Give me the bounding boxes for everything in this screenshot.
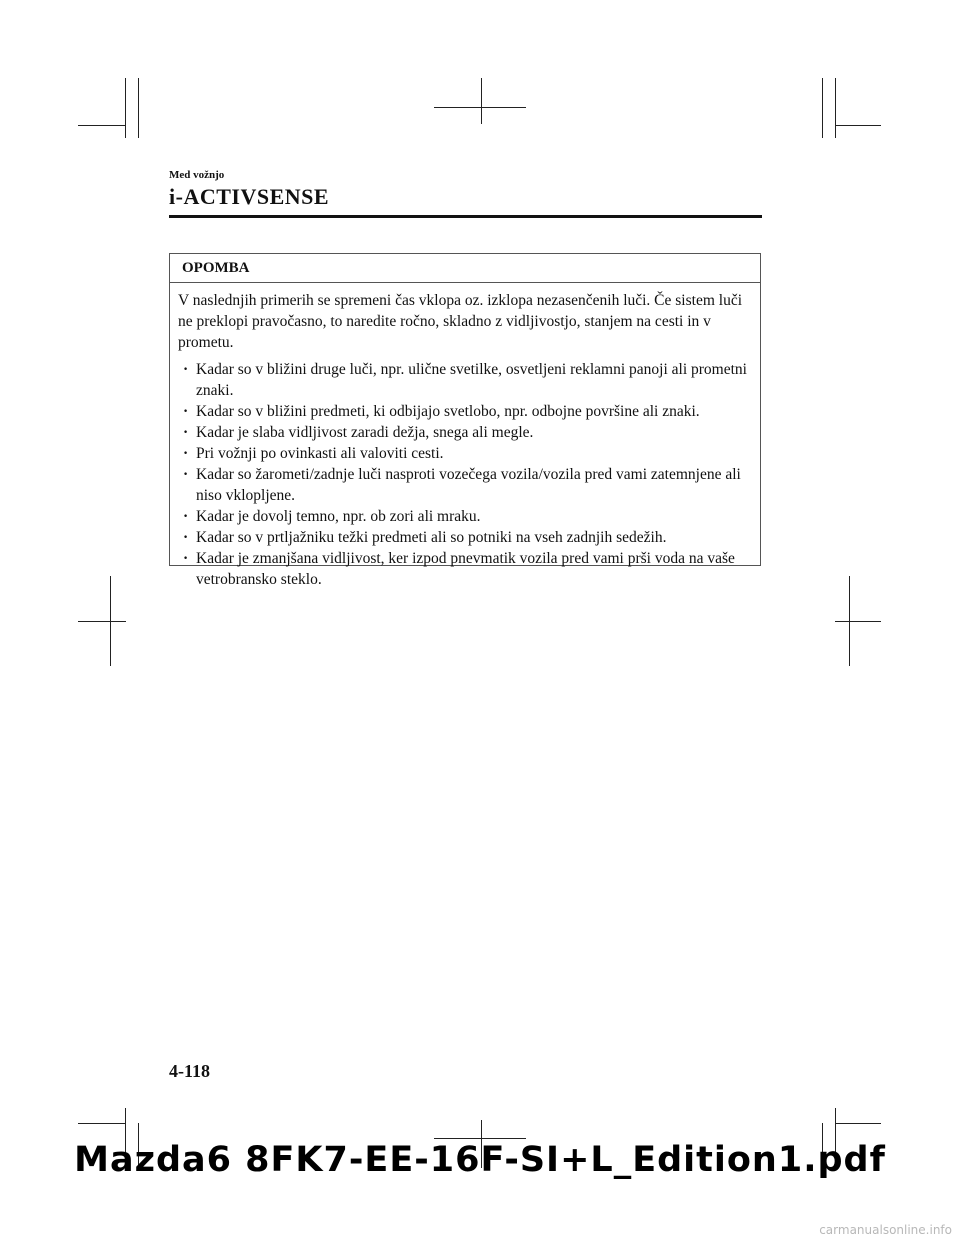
page-title: i-ACTIVSENSE bbox=[169, 184, 330, 209]
note-intro: V naslednjih primerih se spremeni čas vklopa oz. izklopa nezasenčenih luči. Če sistem luči ne preklopi pravočasno, to naredite ročno, skladno z vidljivostjo, stanjem na cesti in v prometu. bbox=[178, 292, 743, 351]
list-item: · Kadar je slaba vidljivost zaradi dežja, snega ali megle. bbox=[183, 422, 752, 443]
section-label: Med vožnjo bbox=[169, 169, 225, 181]
crop-mark bbox=[822, 78, 823, 138]
crop-mark bbox=[78, 621, 126, 622]
list-item: · Kadar so žarometi/zadnje luči nasproti vozečega vozila/vozila pred vami zatemnjene ali niso vklopljene. bbox=[183, 464, 752, 506]
list-item: · Kadar je dovolj temno, npr. ob zori ali mraku. bbox=[183, 506, 752, 527]
crop-mark bbox=[835, 1123, 881, 1124]
crop-mark bbox=[434, 1138, 526, 1139]
note-list bbox=[178, 359, 752, 590]
note-heading: OPOMBA bbox=[170, 254, 760, 283]
crop-mark bbox=[138, 78, 139, 138]
crop-mark bbox=[78, 1123, 126, 1124]
crop-mark bbox=[481, 78, 482, 124]
crop-mark bbox=[835, 125, 881, 126]
crop-mark bbox=[835, 621, 881, 622]
note-body bbox=[170, 283, 760, 590]
crop-mark bbox=[78, 125, 126, 126]
watermark: carmanualsonline.info bbox=[819, 1223, 952, 1237]
page-number: 4-118 bbox=[169, 1061, 211, 1081]
list-item: · Pri vožnji po ovinkasti ali valoviti cesti. bbox=[183, 443, 752, 464]
note-box bbox=[169, 253, 761, 588]
title-rule bbox=[169, 215, 762, 218]
crop-mark bbox=[125, 78, 126, 138]
crop-mark bbox=[835, 78, 836, 138]
list-item: · Kadar so v prtljažniku težki predmeti ali so potniki na vseh zadnjih sedežih. bbox=[183, 527, 752, 548]
footer-filename: Mazda6 8FK7-EE-16F-SI+L_Edition1.pdf bbox=[74, 1140, 886, 1180]
list-item: · Kadar je zmanjšana vidljivost, ker izpod pnevmatik vozila pred vami prši voda na vaše vetrobransko steklo. bbox=[183, 548, 752, 590]
list-item: · Kadar so v bližini predmeti, ki odbijajo svetlobo, npr. odbojne površine ali znaki. bbox=[183, 401, 752, 422]
list-item: · Kadar so v bližini druge luči, npr. ulične svetilke, osvetljeni reklamni panoji ali prometni znaki. bbox=[183, 359, 752, 401]
crop-mark bbox=[434, 107, 526, 108]
